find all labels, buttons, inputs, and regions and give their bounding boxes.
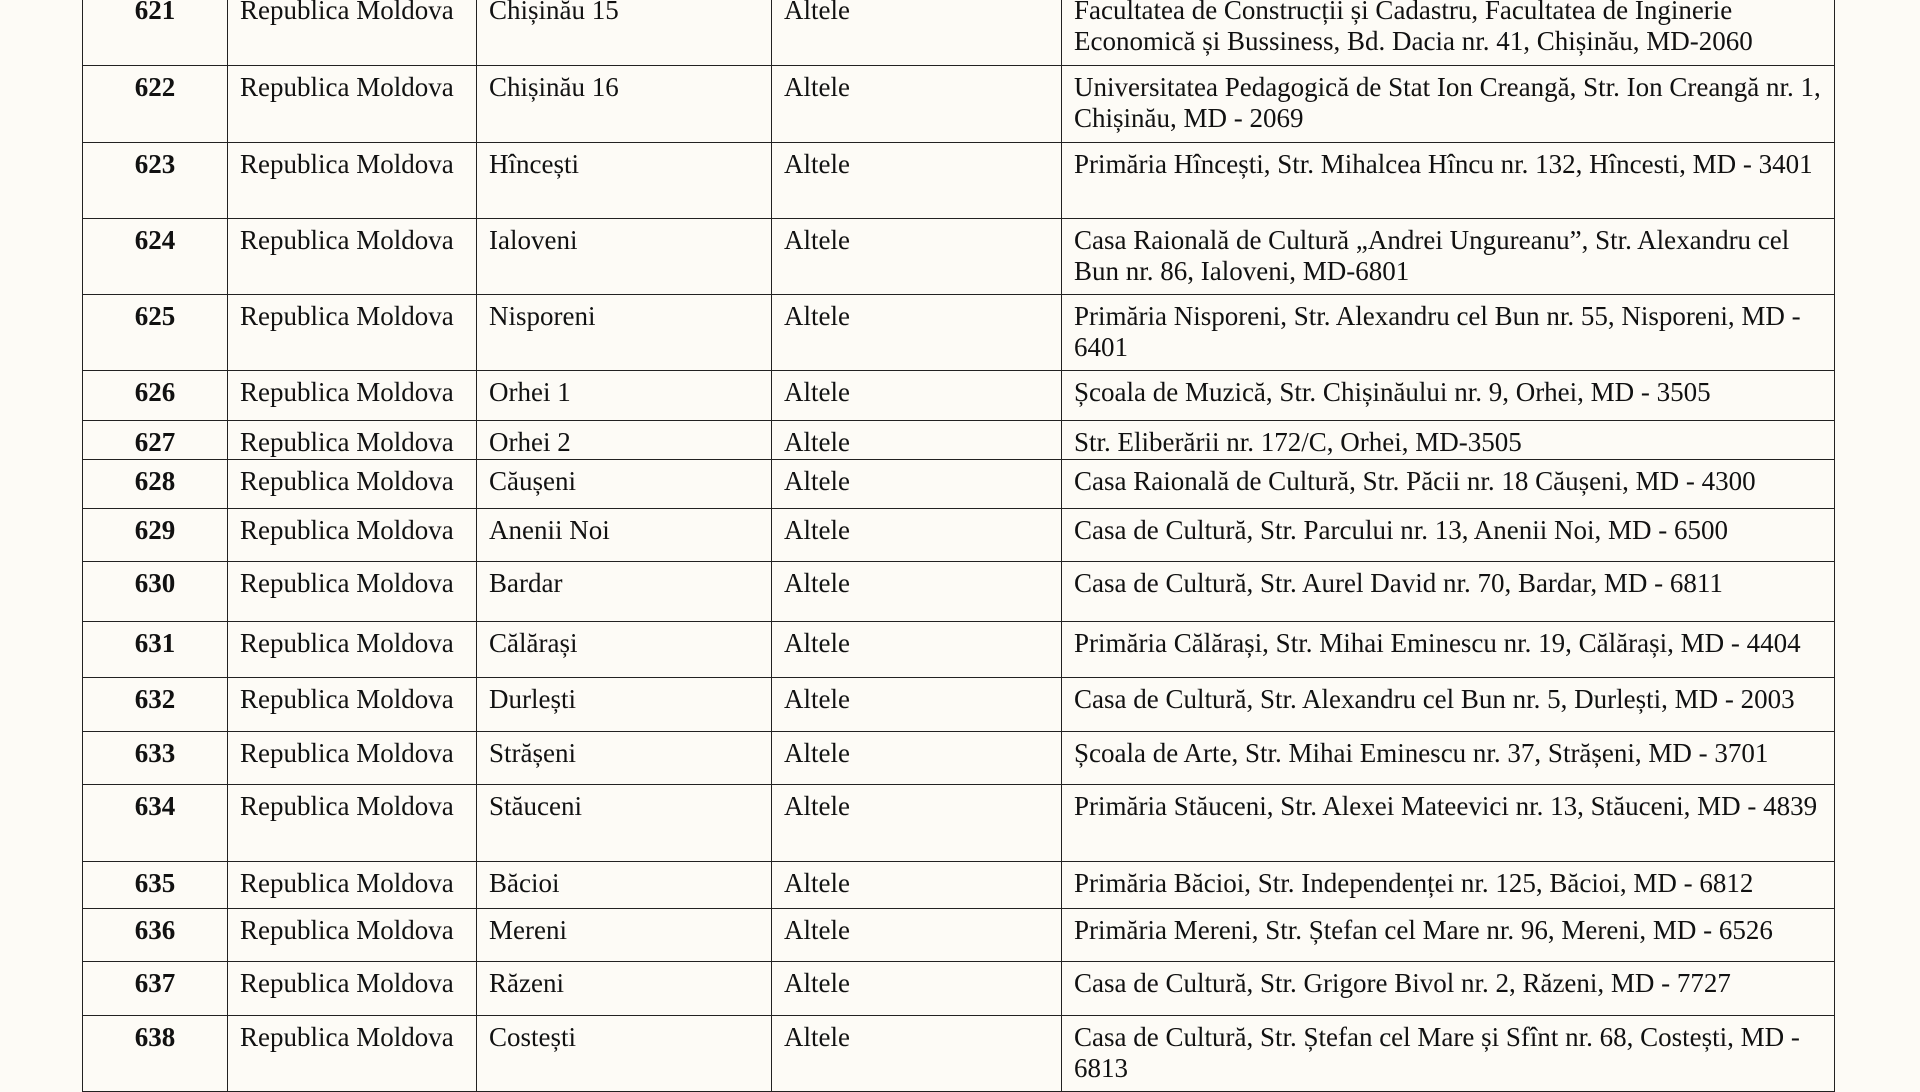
table-row xyxy=(83,143,1835,219)
locality-cell: Costești xyxy=(477,1016,772,1092)
row-number: 629 xyxy=(83,509,228,562)
type-cell: Altele xyxy=(772,562,1062,622)
table-row xyxy=(83,1016,1835,1092)
table-row xyxy=(83,295,1835,371)
table-row xyxy=(83,562,1835,622)
country-cell: Republica Moldova xyxy=(228,219,477,295)
type-cell: Altele xyxy=(772,732,1062,785)
table-row xyxy=(83,678,1835,732)
country-cell: Republica Moldova xyxy=(228,371,477,421)
locality-cell: Stăuceni xyxy=(477,785,772,862)
table-row xyxy=(83,460,1835,509)
row-number: 635 xyxy=(83,862,228,909)
address-cell: Casa de Cultură, Str. Grigore Bivol nr. 2, Răzeni, MD - 7727 xyxy=(1062,962,1835,1016)
type-cell: Altele xyxy=(772,371,1062,421)
address-cell: Casa de Cultură, Str. Alexandru cel Bun nr. 5, Durlești, MD - 2003 xyxy=(1062,678,1835,732)
type-cell: Altele xyxy=(772,622,1062,678)
row-number: 627 xyxy=(83,421,228,460)
country-cell: Republica Moldova xyxy=(228,732,477,785)
country-cell: Republica Moldova xyxy=(228,0,477,66)
country-cell: Republica Moldova xyxy=(228,909,477,962)
table-row xyxy=(83,509,1835,562)
row-number: 637 xyxy=(83,962,228,1016)
locality-cell: Mereni xyxy=(477,909,772,962)
row-number: 630 xyxy=(83,562,228,622)
address-cell: Str. Eliberării nr. 172/C, Orhei, MD-3505 xyxy=(1062,421,1835,460)
locality-cell: Chișinău 15 xyxy=(477,0,772,66)
address-cell: Casa Raională de Cultură „Andrei Ungureanu”, Str. Alexandru cel Bun nr. 86, Ialoveni, MD-6801 xyxy=(1062,219,1835,295)
type-cell: Altele xyxy=(772,909,1062,962)
table-row xyxy=(83,732,1835,785)
country-cell: Republica Moldova xyxy=(228,66,477,143)
address-cell: Primăria Hîncești, Str. Mihalcea Hîncu nr. 132, Hîncesti, MD - 3401 xyxy=(1062,143,1835,219)
locality-cell: Călărași xyxy=(477,622,772,678)
type-cell: Altele xyxy=(772,785,1062,862)
locality-cell: Nisporeni xyxy=(477,295,772,371)
table-row xyxy=(83,862,1835,909)
address-cell: Primăria Mereni, Str. Ștefan cel Mare nr. 96, Mereni, MD - 6526 xyxy=(1062,909,1835,962)
row-number: 626 xyxy=(83,371,228,421)
locality-cell: Hîncești xyxy=(477,143,772,219)
row-number: 638 xyxy=(83,1016,228,1092)
type-cell: Altele xyxy=(772,421,1062,460)
type-cell: Altele xyxy=(772,219,1062,295)
address-cell: Universitatea Pedagogică de Stat Ion Creangă, Str. Ion Creangă nr. 1, Chișinău, MD - 2069 xyxy=(1062,66,1835,143)
type-cell: Altele xyxy=(772,460,1062,509)
table-row xyxy=(83,622,1835,678)
type-cell: Altele xyxy=(772,143,1062,219)
row-number: 623 xyxy=(83,143,228,219)
table-row xyxy=(83,909,1835,962)
locality-cell: Durlești xyxy=(477,678,772,732)
country-cell: Republica Moldova xyxy=(228,678,477,732)
country-cell: Republica Moldova xyxy=(228,421,477,460)
row-number: 632 xyxy=(83,678,228,732)
type-cell: Altele xyxy=(772,0,1062,66)
row-number: 634 xyxy=(83,785,228,862)
table-row xyxy=(83,219,1835,295)
type-cell: Altele xyxy=(772,678,1062,732)
row-number: 628 xyxy=(83,460,228,509)
country-cell: Republica Moldova xyxy=(228,295,477,371)
country-cell: Republica Moldova xyxy=(228,509,477,562)
address-cell: Școala de Arte, Str. Mihai Eminescu nr. 37, Strășeni, MD - 3701 xyxy=(1062,732,1835,785)
locality-cell: Băcioi xyxy=(477,862,772,909)
locality-cell: Căușeni xyxy=(477,460,772,509)
table-row xyxy=(83,371,1835,421)
address-cell: Casa Raională de Cultură, Str. Păcii nr. 18 Căușeni, MD - 4300 xyxy=(1062,460,1835,509)
address-cell: Primăria Nisporeni, Str. Alexandru cel Bun nr. 55, Nisporeni, MD - 6401 xyxy=(1062,295,1835,371)
country-cell: Republica Moldova xyxy=(228,962,477,1016)
polling-stations-table xyxy=(82,0,1835,1092)
address-cell: Școala de Muzică, Str. Chișinăului nr. 9, Orhei, MD - 3505 xyxy=(1062,371,1835,421)
type-cell: Altele xyxy=(772,1016,1062,1092)
row-number: 621 xyxy=(83,0,228,66)
row-number: 633 xyxy=(83,732,228,785)
type-cell: Altele xyxy=(772,295,1062,371)
locality-cell: Bardar xyxy=(477,562,772,622)
country-cell: Republica Moldova xyxy=(228,143,477,219)
locality-cell: Răzeni xyxy=(477,962,772,1016)
country-cell: Republica Moldova xyxy=(228,862,477,909)
table-row xyxy=(83,0,1835,66)
row-number: 622 xyxy=(83,66,228,143)
table-row xyxy=(83,962,1835,1016)
address-cell: Facultatea de Construcții și Cadastru, Facultatea de Inginerie Economică și Bussiness, Bd. Dacia nr. 41, Chișinău, MD-2060 xyxy=(1062,0,1835,66)
type-cell: Altele xyxy=(772,509,1062,562)
country-cell: Republica Moldova xyxy=(228,460,477,509)
row-number: 624 xyxy=(83,219,228,295)
locality-cell: Anenii Noi xyxy=(477,509,772,562)
locality-cell: Orhei 1 xyxy=(477,371,772,421)
address-cell: Primăria Călărași, Str. Mihai Eminescu nr. 19, Călărași, MD - 4404 xyxy=(1062,622,1835,678)
address-cell: Casa de Cultură, Str. Aurel David nr. 70, Bardar, MD - 6811 xyxy=(1062,562,1835,622)
country-cell: Republica Moldova xyxy=(228,622,477,678)
row-number: 631 xyxy=(83,622,228,678)
table-row xyxy=(83,66,1835,143)
address-cell: Primăria Băcioi, Str. Independenței nr. 125, Băcioi, MD - 6812 xyxy=(1062,862,1835,909)
type-cell: Altele xyxy=(772,962,1062,1016)
row-number: 636 xyxy=(83,909,228,962)
locality-cell: Strășeni xyxy=(477,732,772,785)
locality-cell: Orhei 2 xyxy=(477,421,772,460)
row-number: 625 xyxy=(83,295,228,371)
address-cell: Casa de Cultură, Str. Ștefan cel Mare și Sfînt nr. 68, Costești, MD - 6813 xyxy=(1062,1016,1835,1092)
country-cell: Republica Moldova xyxy=(228,562,477,622)
country-cell: Republica Moldova xyxy=(228,785,477,862)
country-cell: Republica Moldova xyxy=(228,1016,477,1092)
type-cell: Altele xyxy=(772,66,1062,143)
table-row xyxy=(83,785,1835,862)
table-row xyxy=(83,421,1835,460)
address-cell: Primăria Stăuceni, Str. Alexei Mateevici nr. 13, Stăuceni, MD - 4839 xyxy=(1062,785,1835,862)
address-cell: Casa de Cultură, Str. Parcului nr. 13, Anenii Noi, MD - 6500 xyxy=(1062,509,1835,562)
type-cell: Altele xyxy=(772,862,1062,909)
locality-cell: Ialoveni xyxy=(477,219,772,295)
locality-cell: Chișinău 16 xyxy=(477,66,772,143)
